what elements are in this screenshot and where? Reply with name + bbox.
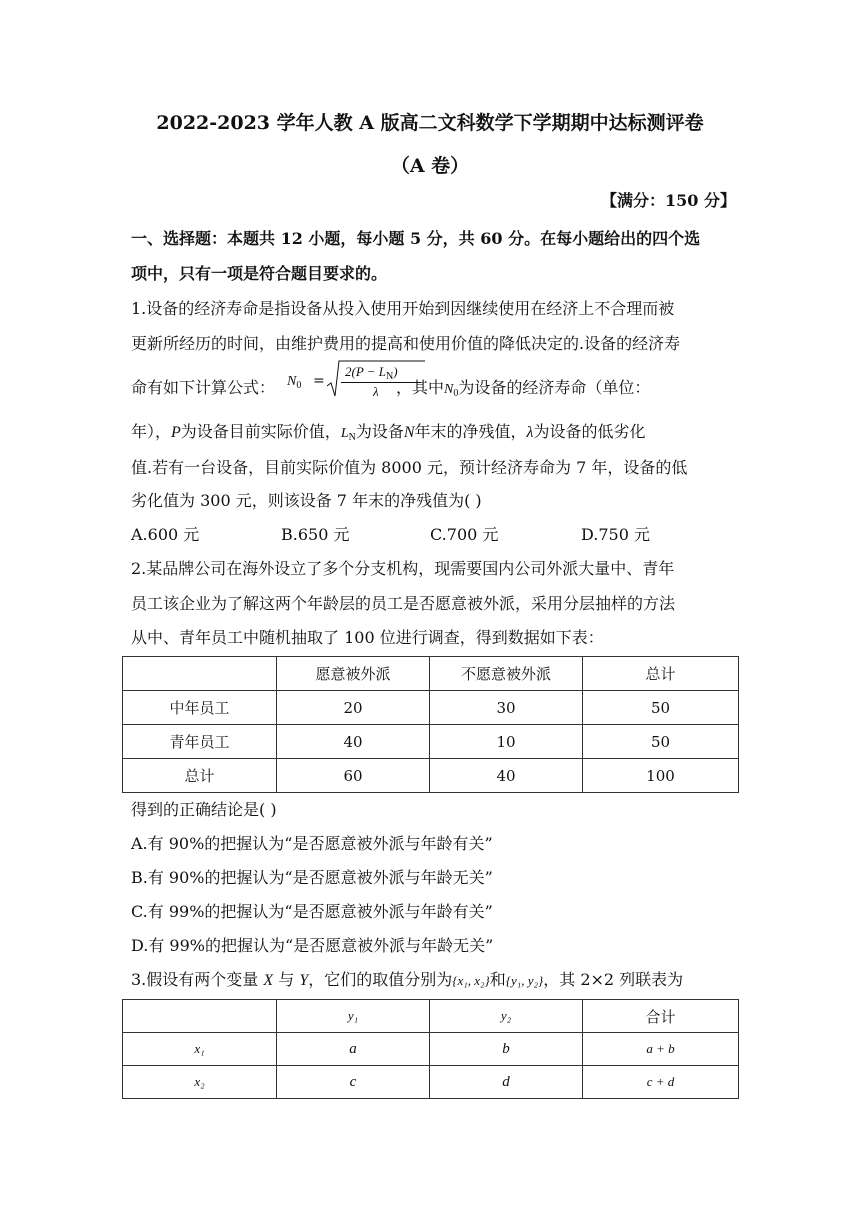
table-cell: 40 <box>430 759 583 793</box>
table-cell: 10 <box>430 725 583 759</box>
table-header-cell <box>123 1000 277 1033</box>
table-row <box>123 691 739 725</box>
table-cell: a + b <box>583 1033 739 1066</box>
q2-text-line: 员工该企业为了解这两个年龄层的员工是否愿意被外派，采用分层抽样的方法 <box>131 594 676 613</box>
table-cell: 总计 <box>123 759 277 793</box>
table-cell: 青年员工 <box>123 725 277 759</box>
table-row <box>123 1066 739 1099</box>
table-cell: 30 <box>430 691 583 725</box>
q3-text-line: 3.假设有两个变量 X 与 Y，它们的取值分别为{x₁, x₂}和{y₁, y₂}，其 2×2 列联表为 <box>131 970 684 989</box>
q1-option-c[interactable]: C.700 元 <box>430 525 499 544</box>
q1-option-a[interactable]: A.600 元 <box>131 525 200 544</box>
table-cell: x₁ <box>123 1033 277 1066</box>
set-x: {x₁, x₂} <box>452 973 490 988</box>
section-heading-cont: 项中，只有一项是符合题目要求的。 <box>131 264 388 283</box>
survey-data-table <box>122 656 739 793</box>
set-y: {y₁, y₂} <box>505 973 544 988</box>
table-cell: 20 <box>277 691 430 725</box>
table-header-row <box>123 657 739 691</box>
q2-text-line: 2.某品牌公司在海外设立了多个分支机构，现需要国内公司外派大量中、青年 <box>131 559 675 578</box>
q1-text-line: 劣化值为 300 元，则该设备 7 年末的净残值为( ) <box>131 491 482 510</box>
full-score-label: 【满分：150 分】 <box>601 191 736 210</box>
q2-option-c[interactable]: C.有 99%的把握认为“是否愿意被外派与年龄有关” <box>131 902 493 921</box>
table-header-row <box>123 1000 739 1033</box>
formula-denominator: λ <box>373 384 379 399</box>
q1-text-line: 1.设备的经济寿命是指设备从投入使用开始到因继续使用在经济上不合理而被 <box>131 299 675 318</box>
table-header-cell: 愿意被外派 <box>277 657 430 691</box>
table-cell: c + d <box>583 1066 739 1099</box>
q1-text-line: 值.若有一台设备，目前实际价值为 8000 元，预计经济寿命为 7 年，设备的低 <box>131 458 688 477</box>
table-header-cell: y₁ <box>277 1000 430 1033</box>
table-cell: d <box>430 1066 583 1099</box>
q1-text-line: 年），P为设备目前实际价值，$L_N$为设备N年末的净残值，λ为设备的低劣化 <box>131 422 646 443</box>
table-row <box>123 759 739 793</box>
formula-lhs: $N_0$ <box>287 374 302 391</box>
table-header-cell: 合计 <box>583 1000 739 1033</box>
q1-text-line: ，其中$N_0$为设备的经济寿命（单位： <box>396 378 651 399</box>
table-header-cell: y₂ <box>430 1000 583 1033</box>
formula-equals: = <box>313 373 325 389</box>
section-heading: 一、选择题：本题共 12 小题，每小题 5 分，共 60 分。在每小题给出的四个选 <box>131 229 701 248</box>
formula-numerator: $2(P - L_N)$ <box>345 364 398 382</box>
q2-prompt: 得到的正确结论是( ) <box>131 800 277 819</box>
document-title: 2022-2023 学年人教 A 版高二文科数学下学期期中达标测评卷 <box>156 112 704 134</box>
table-cell: 40 <box>277 725 430 759</box>
table-cell: x₂ <box>123 1066 277 1099</box>
q1-option-d[interactable]: D.750 元 <box>581 525 650 544</box>
table-cell: 50 <box>583 691 739 725</box>
document-subtitle: （A 卷） <box>390 155 470 177</box>
q2-option-a[interactable]: A.有 90%的把握认为“是否愿意被外派与年龄有关” <box>131 834 493 853</box>
table-header-cell: 总计 <box>583 657 739 691</box>
table-cell: 60 <box>277 759 430 793</box>
q2-option-d[interactable]: D.有 99%的把握认为“是否愿意被外派与年龄无关” <box>131 936 494 955</box>
table-row <box>123 725 739 759</box>
table-row <box>123 1033 739 1066</box>
table-cell: c <box>277 1066 430 1099</box>
q1-text-line: 更新所经历的时间，由维护费用的提高和使用价值的降低决定的.设备的经济寿 <box>131 334 681 353</box>
q2-text-line: 从中、青年员工中随机抽取了 100 位进行调查，得到数据如下表： <box>131 628 604 647</box>
table-cell: 中年员工 <box>123 691 277 725</box>
q1-formula-intro: 命有如下计算公式： <box>131 378 276 397</box>
q1-option-b[interactable]: B.650 元 <box>281 525 350 544</box>
q2-option-b[interactable]: B.有 90%的把握认为“是否愿意被外派与年龄无关” <box>131 868 493 887</box>
table-header-cell: 不愿意被外派 <box>430 657 583 691</box>
table-header-cell <box>123 657 277 691</box>
q1-text-line <box>131 375 275 398</box>
table-cell: 50 <box>583 725 739 759</box>
table-cell: 100 <box>583 759 739 793</box>
contingency-table <box>122 999 739 1099</box>
table-cell: b <box>430 1033 583 1066</box>
table-cell: a <box>277 1033 430 1066</box>
